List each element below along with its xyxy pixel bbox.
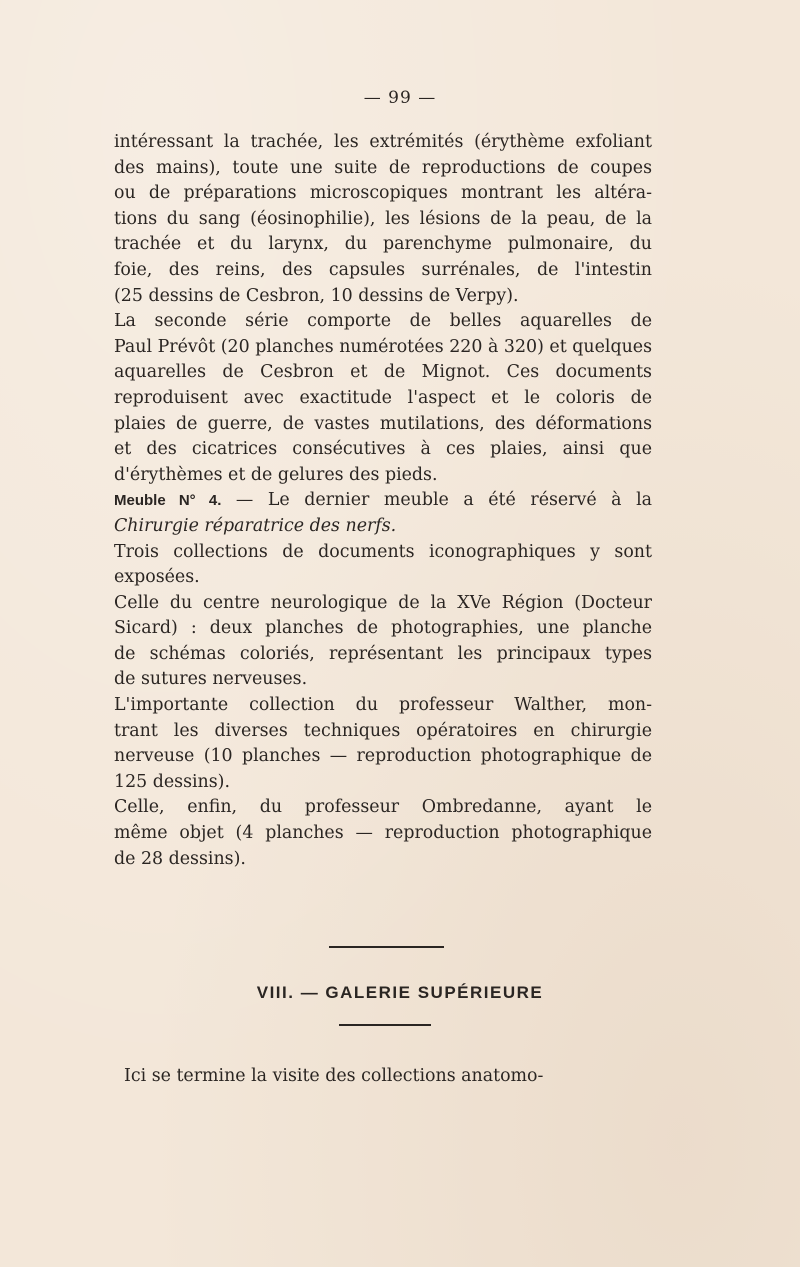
text-line: aquarelles de Cesbron et de Mignot. Ces documents (114, 362, 652, 383)
text-line: plaies de guerre, de vastes mutilations, des déformations (114, 413, 652, 434)
text-line: trachée et du larynx, du parenchyme pulmonaire, du (114, 234, 652, 255)
paragraph-group-1 (114, 130, 652, 488)
meuble-paragraph (114, 488, 652, 539)
text-line: exposées. (114, 567, 200, 588)
text-line: de schémas coloriés, représentant les principaux types (114, 643, 652, 664)
text-line: ou de préparations microscopiques montrant les altéra- (114, 183, 652, 204)
text-line: Celle du centre neurologique de la XVe Région (Docteur (114, 592, 652, 613)
text-line: et des cicatrices consécutives à ces plaies, ainsi que (114, 439, 652, 460)
page-number: — 99 — (363, 88, 437, 108)
text-line: des mains), toute une suite de reproductions de coupes (114, 157, 652, 178)
meuble-label: Meuble N° 4. (114, 492, 222, 510)
text-line: de 28 dessins). (114, 848, 246, 869)
text-line: nerveuse (10 planches — reproduction photographique de (114, 746, 652, 767)
text-line: intéressant la trachée, les extrémités (érythème exfoliant (114, 132, 652, 152)
text-line: trant les diverses techniques opératoires en chirurgie (114, 720, 652, 741)
text-line: La seconde série comporte de belles aquarelles de (114, 311, 652, 332)
text-line: même objet (4 planches — reproduction photographique (114, 823, 652, 844)
meuble-line-1-text: — Le dernier meuble a été réservé à la (221, 490, 652, 511)
section-title: VIII. — GALERIE SUPÉRIEURE (256, 983, 544, 1002)
body-text (114, 130, 652, 872)
text-line: Celle, enfin, du professeur Ombredanne, ayant le (114, 797, 652, 818)
text-line: (25 dessins de Cesbron, 10 dessins de Verpy). (114, 285, 519, 306)
text-line: Trois collections de documents iconographiques y sont (114, 541, 652, 562)
section-rule-top (329, 946, 444, 948)
text-line: 125 dessins). (114, 771, 230, 792)
text-line: reproduisent avec exactitude l'aspect et le coloris de (114, 387, 652, 408)
text-line: tions du sang (éosinophilie), les lésions de la peau, de la (114, 208, 652, 229)
paragraph-group-2 (114, 540, 652, 873)
meuble-line-2: Chirurgie réparatrice des nerfs. (114, 515, 397, 536)
text-line: de sutures nerveuses. (114, 669, 308, 690)
section-rule-bottom (339, 1024, 431, 1026)
text-line: foie, des reins, des capsules surrénales, de l'intestin (114, 259, 652, 280)
meuble-line-1 (114, 488, 652, 514)
text-line: L'importante collection du professeur Walther, mon- (114, 695, 652, 716)
text-line: Paul Prévôt (20 planches numérotées 220 à 320) et quelques (114, 336, 652, 357)
text-line: d'érythèmes et de gelures des pieds. (114, 464, 438, 485)
closing-line: Ici se termine la visite des collections anatomo- (124, 1066, 544, 1086)
text-line: Sicard) : deux planches de photographies, une planche (114, 618, 652, 639)
